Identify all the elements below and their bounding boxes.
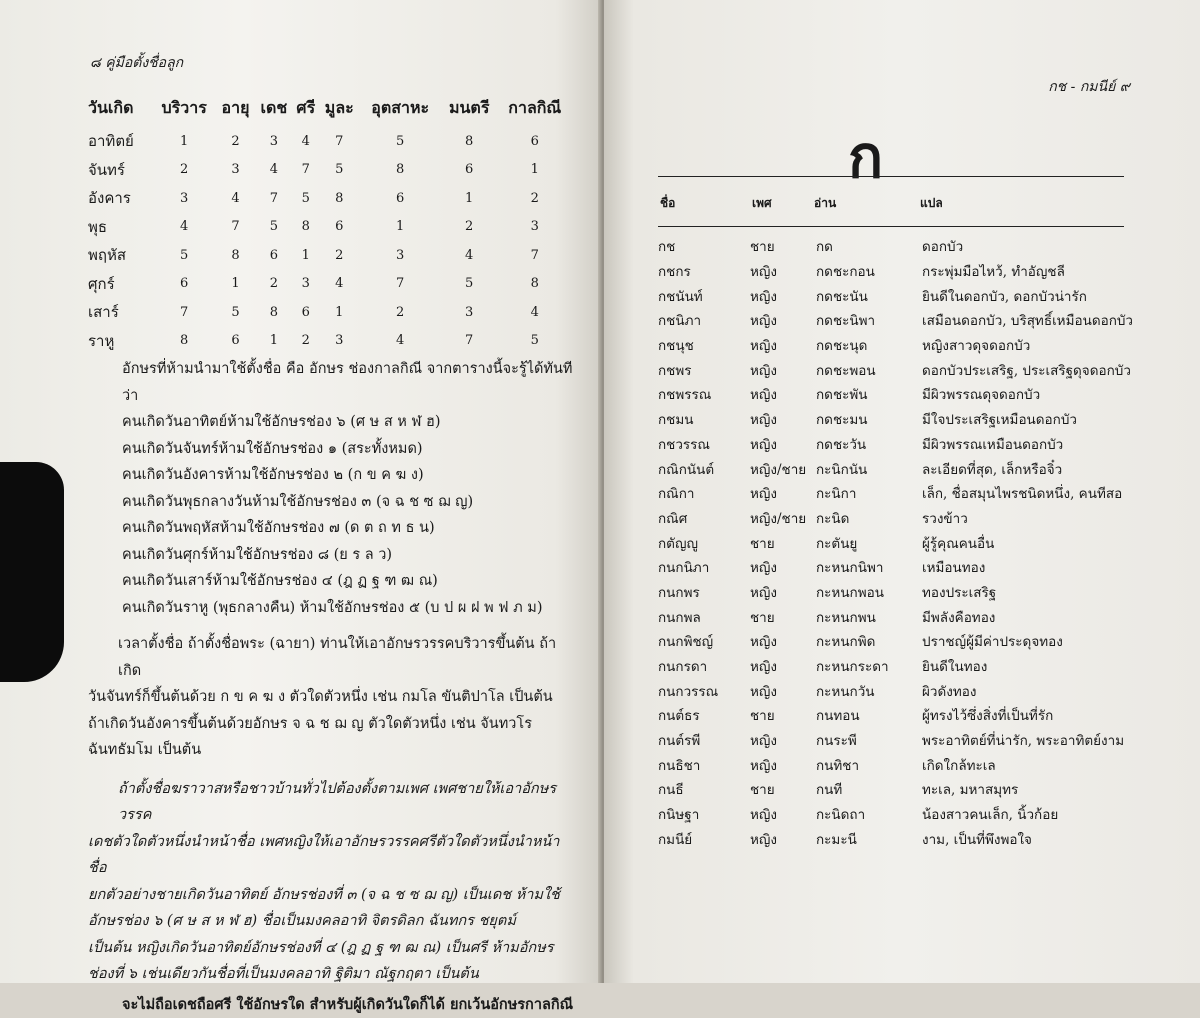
table-cell: 4 [498,298,572,327]
table-cell: 2 [216,127,255,156]
entry-gender: ชาย [750,235,816,257]
paragraph-line: เป็นต้น หญิงเกิดวันอาทิตย์อักษรช่องที่ ๔ (ฎ ฏ ฐ ฑ ฒ ณ) เป็นศรี ห้ามอักษร [88,935,574,962]
table-cell: 7 [293,156,319,185]
table-cell: 6 [441,156,498,185]
entry-meaning: เหมือนทอง [922,556,1138,578]
entry-meaning: เกิดใกล้ทะเล [922,754,1138,776]
entry-row [658,728,1138,753]
table-cell: 6 [360,184,441,213]
table-cell: 7 [255,184,292,213]
table-cell: 8 [152,327,216,356]
paragraph-line: เดชตัวใดตัวหนึ่งนำหน้าชื่อ เพศหญิงให้เอาอักษรวรรคศรีตัวใดตัวหนึ่งนำหน้าชื่อ [88,829,574,882]
table-cell: 4 [216,184,255,213]
entry-name: กมนีย์ [658,828,750,850]
entry-name: กนกพล [658,606,750,628]
closing-note: จะไม่ถือเดชถือศรี ใช้อักษรใด สำหรับผู้เกิดวันใดก็ได้ ยกเว้นอักษรกาลกิณี [88,992,574,1018]
entry-row [658,827,1138,852]
entry-reading: กะนิดถา [816,803,922,825]
entry-reading: กะมะนี [816,828,922,850]
entry-meaning: ทองประเสริฐ [922,581,1138,603]
entry-meaning: มีพลังคือทอง [922,606,1138,628]
entry-reading: กนทอน [816,704,922,726]
day-name-cell: พุธ [88,213,152,242]
left-body-text [88,356,574,1018]
entry-name: กตัญญู [658,532,750,554]
entry-gender: หญิง [750,433,816,455]
entry-gender: หญิง [750,285,816,307]
entry-row [658,432,1138,457]
table-cell: 1 [216,270,255,299]
entry-reading: กะหนกวัน [816,680,922,702]
entry-name: กณิกา [658,482,750,504]
entry-row [658,308,1138,333]
day-name-cell: อังคาร [88,184,152,213]
name-entries [658,234,1138,851]
entry-name: กชนิภา [658,309,750,331]
entry-reading: กดชะพัน [816,383,922,405]
table-header-cell: เดช [255,96,292,127]
entry-name: กณิกนันต์ [658,458,750,480]
entry-row [658,678,1138,703]
entry-reading: กนทิชา [816,754,922,776]
entry-row [658,752,1138,777]
entry-name: กนกวรรณ [658,680,750,702]
table-cell: 5 [216,298,255,327]
entry-meaning: มีผิวพรรณเหมือนดอกบัว [922,433,1138,455]
day-name-cell: ราหู [88,327,152,356]
table-header-cell: มูละ [319,96,360,127]
entry-reading: กะนิกนัน [816,458,922,480]
table-header-cell: วันเกิด [88,96,152,127]
entry-gender: หญิง [750,828,816,850]
table-cell: 5 [293,184,319,213]
entry-name: กนธี [658,778,750,800]
table-cell: 4 [441,241,498,270]
table-cell: 6 [255,241,292,270]
birthday-letter-table [88,96,572,355]
entry-gender: หญิง [750,309,816,331]
entry-meaning: งาม, เป็นที่พึงพอใจ [922,828,1138,850]
table-cell: 4 [360,327,441,356]
entry-meaning: เสมือนดอกบัว, บริสุทธิ์เหมือนดอกบัว [922,309,1138,331]
entry-gender: ชาย [750,704,816,726]
table-cell: 7 [360,270,441,299]
entry-row [658,629,1138,654]
entry-row [658,654,1138,679]
table-cell: 8 [498,270,572,299]
entry-reading: กดชะนุด [816,334,922,356]
paragraph-line: ฉันทธัมโม เป็นต้น [88,737,574,764]
table-cell: 5 [360,127,441,156]
entry-meaning: ยินดีในดอกบัว, ดอกบัวน่ารัก [922,285,1138,307]
entry-meaning: ดอกบัว [922,235,1138,257]
entry-name: กนต์รพี [658,729,750,751]
entry-name: กชนันท์ [658,285,750,307]
entry-gender: หญิง/ชาย [750,507,816,529]
table-cell: 1 [441,184,498,213]
table-cell: 8 [216,241,255,270]
table-cell: 7 [319,127,360,156]
table-cell: 3 [441,298,498,327]
entry-reading: กดชะกอน [816,260,922,282]
table-cell: 3 [216,156,255,185]
entry-row [658,382,1138,407]
table-cell: 8 [255,298,292,327]
rule-line: คนเกิดวันอังคารห้ามใช้อักษรช่อง ๒ (ก ข ค ฆ ง) [88,462,574,489]
entry-reading: กดชะพอน [816,359,922,381]
table-cell: 2 [152,156,216,185]
table-row [88,270,572,299]
table-cell: 1 [152,127,216,156]
section-letter: ก [848,110,883,203]
table-cell: 6 [319,213,360,242]
entry-meaning: น้องสาวคนเล็ก, นิ้วก้อย [922,803,1138,825]
entry-meaning: ผู้รู้คุณคนอื่น [922,532,1138,554]
entry-gender: หญิง [750,260,816,282]
table-cell: 5 [498,327,572,356]
table-cell: 7 [441,327,498,356]
entry-gender: หญิง [750,383,816,405]
entry-row [658,777,1138,802]
table-cell: 6 [293,298,319,327]
day-name-cell: พฤหัส [88,241,152,270]
table-header-cell: บริวาร [152,96,216,127]
rule-line: คนเกิดวันเสาร์ห้ามใช้อักษรช่อง ๔ (ฎ ฏ ฐ ฑ ฒ ณ) [88,568,574,595]
table-header-cell: อุตสาหะ [360,96,441,127]
paragraph-line: ถ้าเกิดวันอังคารขึ้นต้นด้วยอักษร จ ฉ ช ฌ ญ ตัวใดตัวหนึ่ง เช่น จันทวโร [88,711,574,738]
table-cell: 7 [216,213,255,242]
entry-reading: กะหนกพอน [816,581,922,603]
col-header-name: ชื่อ [660,194,675,213]
rule-line: คนเกิดวันราหู (พุธกลางคืน) ห้ามใช้อักษรช่อง ๕ (บ ป ผ ฝ พ ฟ ภ ม) [88,595,574,622]
entry-row [658,259,1138,284]
table-cell: 3 [360,241,441,270]
table-cell: 1 [255,327,292,356]
table-cell: 6 [498,127,572,156]
table-cell: 5 [255,213,292,242]
day-name-cell: ศุกร์ [88,270,152,299]
entry-row [658,802,1138,827]
entry-meaning: เล็ก, ชื่อสมุนไพรชนิดหนึ่ง, คนทีสอ [922,482,1138,504]
table-cell: 3 [498,213,572,242]
entry-meaning: ปราชญ์ผู้มีค่าประดุจทอง [922,630,1138,652]
entry-gender: หญิง [750,680,816,702]
table-cell: 4 [255,156,292,185]
right-running-head: กช - กมนีย์ ๙ [1048,76,1130,98]
paragraph-line: เวลาตั้งชื่อ ถ้าตั้งชื่อพระ (ฉายา) ท่านให้เอาอักษรวรรคบริวารขึ้นต้น ถ้าเกิด [88,631,574,684]
paragraph-monk-names [88,631,574,764]
header-rule-top [658,176,1124,177]
table-cell: 2 [319,241,360,270]
table-cell: 4 [293,127,319,156]
table-cell: 3 [319,327,360,356]
table-cell: 4 [152,213,216,242]
table-header-cell: อายุ [216,96,255,127]
entry-reading: กนที [816,778,922,800]
col-header-reading: อ่าน [814,194,836,213]
entry-gender: หญิง [750,630,816,652]
table-row [88,298,572,327]
table-cell: 7 [498,241,572,270]
entry-reading: กดชะนัน [816,285,922,307]
entry-gender: หญิง [750,655,816,677]
table-row [88,241,572,270]
table-cell: 1 [319,298,360,327]
day-name-cell: อาทิตย์ [88,127,152,156]
rule-line: คนเกิดวันพุธกลางวันห้ามใช้อักษรช่อง ๓ (จ ฉ ช ซ ฌ ญ) [88,489,574,516]
entry-meaning: ละเอียดที่สุด, เล็กหรือจิ๋ว [922,458,1138,480]
paragraph-line: ยกตัวอย่างชายเกิดวันอาทิตย์ อักษรช่องที่ ๓ (จ ฉ ช ซ ฌ ญ) เป็นเดช ห้ามใช้ [88,882,574,909]
entry-reading: กะหนกระดา [816,655,922,677]
entry-name: กนกนิภา [658,556,750,578]
entry-name: กนกพร [658,581,750,603]
table-cell: 1 [498,156,572,185]
entry-reading: กดชะวัน [816,433,922,455]
table-cell: 3 [152,184,216,213]
table-cell: 2 [255,270,292,299]
entry-reading: กะหนกพน [816,606,922,628]
paragraph-line: ช่องที่ ๖ เช่นเดียวกันชื่อที่เป็นมงคลอาทิ ฐิติมา ณัฐกฤตา เป็นต้น [88,961,574,988]
entry-meaning: ยินดีในทอง [922,655,1138,677]
table-cell: 8 [360,156,441,185]
entry-row [658,333,1138,358]
entry-gender: ชาย [750,606,816,628]
entry-row [658,555,1138,580]
entry-reading: กะตันยู [816,532,922,554]
entry-row [658,530,1138,555]
table-cell: 8 [293,213,319,242]
table-cell: 6 [216,327,255,356]
entry-gender: หญิง [750,754,816,776]
entry-row [658,506,1138,531]
table-row [88,184,572,213]
entry-name: กชนุช [658,334,750,356]
entry-row [658,604,1138,629]
header-rule-bottom [658,226,1124,227]
table-cell: 5 [441,270,498,299]
entry-reading: กด [816,235,922,257]
table-row [88,213,572,242]
left-page [0,0,604,983]
col-header-meaning: แปล [920,194,943,213]
intro-text: อักษรที่ห้ามนำมาใช้ตั้งชื่อ คือ อักษร ช่องกาลกิณี จากตารางนี้จะรู้ได้ทันทีว่า [88,356,574,409]
entry-name: กนกรดา [658,655,750,677]
entry-name: กนิษฐา [658,803,750,825]
table-cell: 4 [319,270,360,299]
left-running-head: ๘ คู่มือตั้งชื่อลูก [90,52,183,74]
entry-row [658,234,1138,259]
table-cell: 5 [319,156,360,185]
entry-meaning: กระพุ่มมือไหว้, ทำอัญชลี [922,260,1138,282]
entry-gender: หญิง [750,359,816,381]
day-name-cell: เสาร์ [88,298,152,327]
entry-meaning: มีผิวพรรณดุจดอกบัว [922,383,1138,405]
entry-name: กนต์ธร [658,704,750,726]
table-row [88,127,572,156]
entry-name: กนกพิชญ์ [658,630,750,652]
entry-name: กชพร [658,359,750,381]
entry-meaning: ทะเล, มหาสมุทร [922,778,1138,800]
table-row [88,327,572,356]
entry-gender: หญิง [750,482,816,504]
entry-gender: หญิง [750,803,816,825]
entry-row [658,456,1138,481]
paragraph-lay-names [88,776,574,988]
entry-gender: หญิง [750,729,816,751]
entry-name: กชกร [658,260,750,282]
table-cell: 3 [293,270,319,299]
entry-name: กช [658,235,750,257]
entry-name: กชวรรณ [658,433,750,455]
entry-gender: หญิง [750,334,816,356]
entry-name: กชมน [658,408,750,430]
entry-gender: ชาย [750,778,816,800]
entry-reading: กดชะมน [816,408,922,430]
entry-meaning: ผิวดังทอง [922,680,1138,702]
table-row [88,156,572,185]
entry-row [658,703,1138,728]
entry-gender: หญิง [750,408,816,430]
table-cell: 1 [293,241,319,270]
table-cell: 2 [498,184,572,213]
table-header-cell: กาลกิณี [498,96,572,127]
table-cell: 8 [319,184,360,213]
table-cell: 6 [152,270,216,299]
table-cell: 1 [360,213,441,242]
entry-reading: กะหนกนิพา [816,556,922,578]
rules-list [88,409,574,621]
rule-line: คนเกิดวันพฤหัสห้ามใช้อักษรช่อง ๗ (ด ต ถ ท ธ น) [88,515,574,542]
table-cell: 2 [360,298,441,327]
entry-meaning: รวงข้าว [922,507,1138,529]
entry-gender: หญิง [750,556,816,578]
entry-reading: กดชะนิพา [816,309,922,331]
table-cell: 7 [152,298,216,327]
rule-line: คนเกิดวันอาทิตย์ห้ามใช้อักษรช่อง ๖ (ศ ษ ส ห ฬ ฮ) [88,409,574,436]
entry-meaning: พระอาทิตย์ที่น่ารัก, พระอาทิตย์งาม [922,729,1138,751]
paragraph-line: อักษรช่อง ๖ (ศ ษ ส ห ฬ ฮ) ชื่อเป็นมงคลอาทิ จิตรดิลก ฉันทกร ชยุตม์ [88,908,574,935]
entry-row [658,407,1138,432]
entry-name: กณิศ [658,507,750,529]
day-name-cell: จันทร์ [88,156,152,185]
entry-meaning: ผู้ทรงไว้ซึ่งสิ่งที่เป็นที่รัก [922,704,1138,726]
table-cell: 5 [152,241,216,270]
entry-reading: กะหนกพิด [816,630,922,652]
entry-name: กนธิชา [658,754,750,776]
table-cell: 2 [441,213,498,242]
bookmark-ribbon [0,462,64,682]
entry-reading: กะนิกา [816,482,922,504]
entry-gender: หญิง/ชาย [750,458,816,480]
table-cell: 8 [441,127,498,156]
entry-meaning: มีใจประเสริฐเหมือนดอกบัว [922,408,1138,430]
entry-gender: หญิง [750,581,816,603]
entry-name: กชพรรณ [658,383,750,405]
paragraph-line: วันจันทร์ก็ขึ้นต้นด้วย ก ข ค ฆ ง ตัวใดตัวหนึ่ง เช่น กมโล ขันติปาโล เป็นต้น [88,684,574,711]
entry-row [658,580,1138,605]
rule-line: คนเกิดวันศุกร์ห้ามใช้อักษรช่อง ๘ (ย ร ล ว) [88,542,574,569]
entry-meaning: หญิงสาวดุจดอกบัว [922,334,1138,356]
paragraph-line: ถ้าตั้งชื่อฆราวาสหรือชาวบ้านทั่วไปต้องตั้งตามเพศ เพศชายให้เอาอักษรวรรค [88,776,574,829]
table-cell: 2 [293,327,319,356]
rule-line: คนเกิดวันจันทร์ห้ามใช้อักษรช่อง ๑ (สระทั้งหมด) [88,436,574,463]
entry-gender: ชาย [750,532,816,554]
entry-reading: กะนิด [816,507,922,529]
table-header-cell: มนตรี [441,96,498,127]
entry-row [658,283,1138,308]
entry-row [658,481,1138,506]
entry-reading: กนระพี [816,729,922,751]
table-cell: 3 [255,127,292,156]
table-header-cell: ศรี [293,96,319,127]
entry-meaning: ดอกบัวประเสริฐ, ประเสริฐดุจดอกบัว [922,359,1138,381]
col-header-gender: เพศ [752,194,772,213]
entry-row [658,357,1138,382]
